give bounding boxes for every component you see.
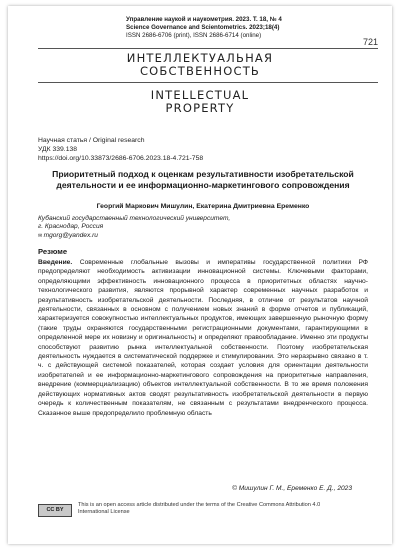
affiliation-city: г. Краснодар, Россия <box>38 223 104 231</box>
journal-title-ru: Управление наукой и наукометрия. 2023. Т. 18, № 4 <box>126 16 282 23</box>
abstract-heading: Резюме <box>38 247 68 256</box>
udk-code: УДК 339.138 <box>38 146 78 153</box>
abstract-body <box>38 258 368 418</box>
doi-link[interactable]: https://doi.org/10.33873/2686-6706.2023.18-4.721-758 <box>38 155 204 162</box>
article-title: Приоритетный подход к оценкам результативности изобретательской деятельности и ее информационно-маркетингового сопровождения <box>52 169 354 190</box>
section-en-line-2: PROPERTY <box>165 101 235 115</box>
journal-issn: ISSN 2686-6706 (print), ISSN 2686-6714 (online) <box>126 32 262 39</box>
author-affiliation <box>38 215 230 240</box>
section-title-en <box>8 89 392 115</box>
article-meta <box>38 136 203 163</box>
cc-by-license-badge[interactable]: CC BY <box>38 504 72 517</box>
article-authors: Георгий Маркович Мишулин, Екатерина Дмитриевна Еременко <box>96 203 310 210</box>
section-ru-line-2: СОБСТВЕННОСТЬ <box>139 64 261 78</box>
section-en-line-1: INTELLECTUAL <box>150 88 250 102</box>
license-text: This is an open access article distributed under the terms of the Creative Commons Attribution 4.0 International License <box>78 502 321 515</box>
section-divider <box>38 82 378 83</box>
header-divider <box>38 48 378 49</box>
abstract-lead: Введение. <box>38 259 73 266</box>
section-title-ru <box>8 52 392 78</box>
article-type: Научная статья / Original research <box>38 137 145 144</box>
page-number: 721 <box>362 37 378 47</box>
abstract-text: Современные глобальные вызовы и императивы государственной политики РФ предопределяют необходимость активизации инновационной системы. Ключевыми факторами, определяющими эффективность инновационного процесса в приоритетных областях научно-технологического развития, являются прорывной характер современных научных разработок и результативность изобретательской деятельности. Последняя, в отличие от результатов научной деятельности, связанных в основном с получением новых знаний в форме отчетов и публикаций, характеризуется совокупностью интеллектуальных продуктов, имеющих завершенную рыночную форму (такие труды охраняются государственными регистрационными документами, гарантирующими в определенной мере их новизну и оригинальность) и определяют правообладание. Именно эти продукты способствуют развитию рынка интеллектуальной собственности. Поэтому изобретательская деятельность нуждается в систематической поддержке и стимулировании. Это неразрывно связано в т. ч. с действующей системой показателей, которая создает условия для ориентации деятельности изобретателей и ее информационно-маркетингового сопровождения на приоритетные направления, внедрение (коммерциализацию) объектов интеллектуальной собственности. В то же время положения действующих нормативных актов сводят результативность изобретательской деятельности в первую очередь к количественным показателям, не связанным с результатами внедренческого процесса. Сказанное выше предопределило проблемную область <box>38 259 369 417</box>
copyright-notice: © Мишулин Г. М., Еременко Е. Д., 2023 <box>232 485 352 492</box>
section-ru-line-1: ИНТЕЛЛЕКТУАЛЬНАЯ <box>126 51 274 65</box>
journal-title-en: Science Governance and Scientometrics. 2023;18(4) <box>126 24 280 31</box>
journal-page <box>8 6 392 544</box>
affiliation-org: Кубанский государственный технологический университет, <box>38 215 231 222</box>
author-email[interactable]: ✉ mgorg@yandex.ru <box>38 232 230 240</box>
